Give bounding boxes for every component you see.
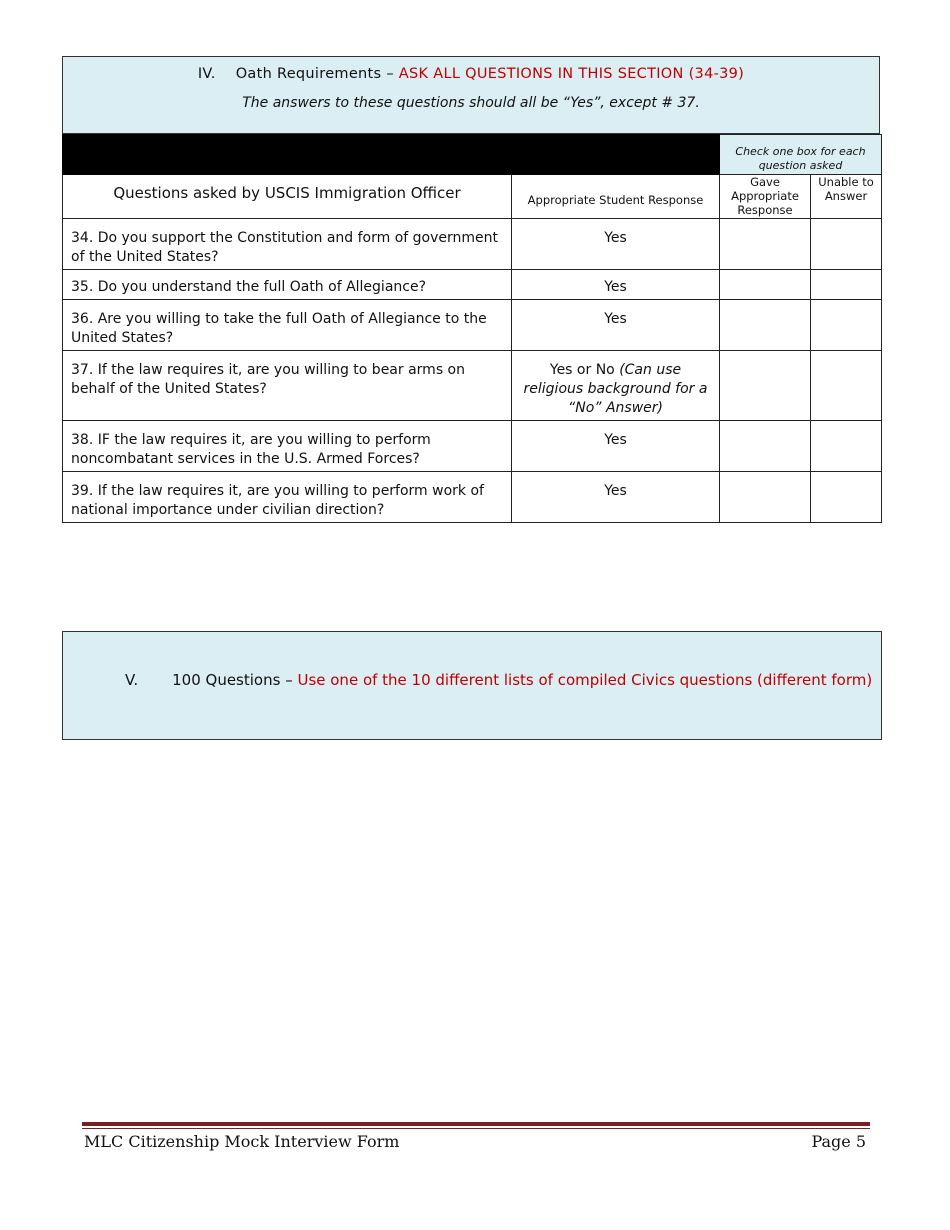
answer-39: Yes [512,472,720,523]
section-v-title [125,671,872,689]
table-row [63,270,882,300]
question-36: 36. Are you willing to take the full Oath of Allegiance to the United States? [63,300,512,351]
section-iv-numeral: IV. [197,66,216,82]
answer-34: Yes [512,219,720,270]
section-iv-instruction: ASK ALL QUESTIONS IN THIS SECTION (34-39) [398,66,745,82]
answer-36: Yes [512,300,720,351]
oath-questions-table [62,134,882,523]
question-37: 37. If the law requires it, are you willing to bear arms on behalf of the United States? [63,351,512,421]
answer-37 [512,351,720,421]
unable-checkbox-37[interactable] [811,351,882,421]
question-39: 39. If the law requires it, are you willing to perform work of national importance under civilian direction? [63,472,512,523]
section-iv-subtitle: The answers to these questions should all be “Yes”, except # 37. [242,95,700,111]
table-black-header-row [63,135,882,175]
section-v-dash: – [280,671,298,689]
section-v-numeral: V. [125,671,139,689]
footer-page-number: Page 5 [811,1132,866,1151]
question-35: 35. Do you understand the full Oath of Allegiance? [63,270,512,300]
section-iv-name: Oath Requirements [235,66,382,82]
column-header-row [63,175,882,219]
table-row [63,421,882,472]
unable-checkbox-39[interactable] [811,472,882,523]
gave-checkbox-35[interactable] [720,270,811,300]
gave-checkbox-38[interactable] [720,421,811,472]
column-header-response: Appropriate Student Response [512,175,720,219]
black-header-bar [63,135,720,175]
question-38: 38. IF the law requires it, are you willing to perform noncombatant services in the U.S. Armed Forces? [63,421,512,472]
section-v-instruction: Use one of the 10 different lists of compiled Civics questions (different form) [297,671,873,689]
section-iv-header [62,56,880,134]
answer-38: Yes [512,421,720,472]
gave-checkbox-37[interactable] [720,351,811,421]
gave-checkbox-34[interactable] [720,219,811,270]
column-header-question: Questions asked by USCIS Immigration Officer [63,175,512,219]
section-v-name: 100 Questions [172,671,281,689]
answer-37-note: (Can use religious background for a “No” Answer) [523,362,708,416]
table-row [63,300,882,351]
table-row [63,219,882,270]
section-v-box [62,631,882,740]
column-header-gave: Gave Appropriate Response [720,175,811,219]
footer-rule-thick [82,1122,870,1126]
unable-checkbox-36[interactable] [811,300,882,351]
section-iv-title [63,66,879,82]
table-row [63,472,882,523]
unable-checkbox-38[interactable] [811,421,882,472]
footer-form-name: MLC Citizenship Mock Interview Form [84,1132,400,1151]
unable-checkbox-35[interactable] [811,270,882,300]
answer-37-text: Yes or No [549,362,615,378]
section-iv-dash: – [381,66,399,82]
check-instruction: Check one box for each question asked [720,135,882,175]
answer-35: Yes [512,270,720,300]
gave-checkbox-39[interactable] [720,472,811,523]
column-header-unable: Unable to Answer [811,175,882,219]
table-row [63,351,882,421]
unable-checkbox-34[interactable] [811,219,882,270]
footer-rule-thin [82,1128,870,1129]
question-34: 34. Do you support the Constitution and form of government of the United States? [63,219,512,270]
gave-checkbox-36[interactable] [720,300,811,351]
